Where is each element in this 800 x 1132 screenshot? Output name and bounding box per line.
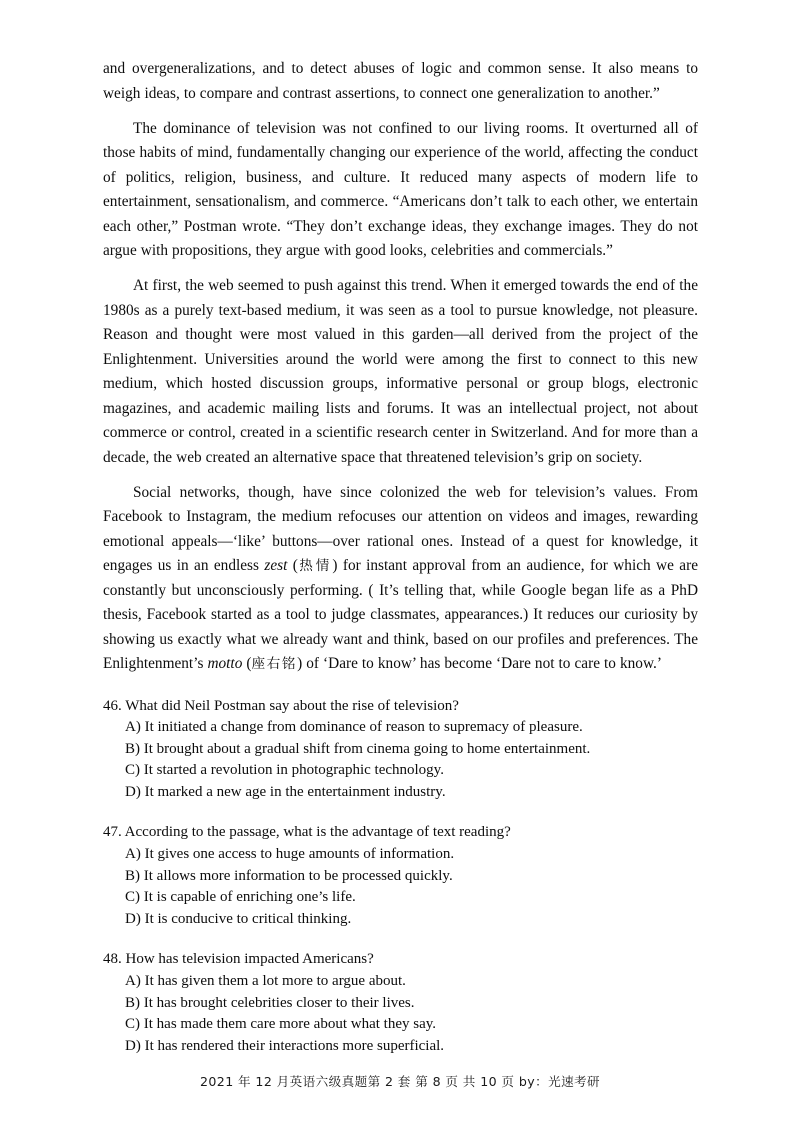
passage-paragraph: At first, the web seemed to push against this trend. When it emerged towards the end of the 1980s as a purely text-based medium, it was seen as a tool to pursue knowledge, not pleasure. Reason and thought were most valued in this garden—all derived from the project of the Enlightenment. Universities around the world were among the first to connect to this new medium, which hosted discussion groups, informative personal or group blogs, electronic magazines, and academic mailing lists and forums. It was an intellectual project, not about commerce or control, created in a scientific research center in Switzerland. And for more than a decade, the web created an alternative space that threatened television’s grip on society. xyxy=(103,277,698,466)
italic-term: zest xyxy=(264,557,288,574)
question-option[interactable]: B) It allows more information to be processed quickly. xyxy=(125,867,453,884)
question-block-47 xyxy=(103,822,698,930)
question-option[interactable]: B) It brought about a gradual shift from cinema going to home entertainment. xyxy=(125,740,591,757)
question-option[interactable]: A) It has given them a lot more to argue about. xyxy=(125,973,406,990)
italic-term: motto xyxy=(207,655,243,672)
question-block-48 xyxy=(103,949,698,1057)
question-option[interactable]: D) It has rendered their interactions more superficial. xyxy=(125,1037,445,1054)
question-option[interactable]: A) It gives one access to huge amounts of information. xyxy=(125,846,455,863)
page-footer: 2021 年 12 月英语六级真题第 2 套 第 8 页 共 10 页 by：光速考研 xyxy=(199,1074,601,1089)
passage-paragraph-rich: Social networks, though, have since colonized the web for television’s values. From Facebook to Instagram, the medium refocuses our attention on videos and images, rewarding emotional appeals—‘like’ buttons—over rational ones. Instead of a quest for knowledge, it engages us in an endless zest (热情) for instant approval from an audience, for which we are constantly but unconsciously performing. ( It’s telling that, while Google began life as a PhD thesis, Facebook started as a tool to judge classmates, appearances.) It reduces our curiosity by showing us exactly what we already want and think, based on our profiles and preferences. The Enlightenment’s motto (座右铭) of ‘Dare to know’ has become ‘Dare not to care to know.’ xyxy=(103,483,699,672)
question-stem: 48. How has television impacted Americans? xyxy=(103,951,374,968)
question-option[interactable]: C) It has made them care more about what they say. xyxy=(125,1016,437,1033)
chinese-gloss: 座右铭 xyxy=(251,656,298,672)
page-content xyxy=(103,57,698,1057)
passage-paragraph: The dominance of television was not confined to our living rooms. It overturned all of those habits of mind, fundamentally changing our experience of the world, affecting the conduct of politics, religion, business, and culture. It reduced many aspects of modern life to entertainment, sensationalism, and commerce. “Americans don’t talk to each other, we entertain each other,” Postman wrote. “They don’t exchange ideas, they exchange images. They do not argue with propositions, they argue with good looks, celebrities and commercials.” xyxy=(103,119,698,259)
question-block-46 xyxy=(103,696,698,804)
question-option[interactable]: C) It started a revolution in photographic technology. xyxy=(125,762,444,779)
question-option[interactable]: D) It is conducive to critical thinking. xyxy=(125,910,352,927)
question-stem: 46. What did Neil Postman say about the rise of television? xyxy=(103,697,459,714)
question-option[interactable]: A) It initiated a change from dominance of reason to supremacy of pleasure. xyxy=(125,719,583,736)
passage-paragraph: and overgeneralizations, and to detect abuses of logic and common sense. It also means to weigh ideas, to compare and contrast assertions, to connect one generalization to another.” xyxy=(103,60,698,102)
question-stem: 47. According to the passage, what is the advantage of text reading? xyxy=(103,824,511,841)
question-option[interactable]: C) It is capable of enriching one’s life. xyxy=(125,889,356,906)
question-option[interactable]: D) It marked a new age in the entertainment industry. xyxy=(125,783,446,800)
question-option[interactable]: B) It has brought celebrities closer to their lives. xyxy=(125,994,415,1011)
chinese-gloss: 热情 xyxy=(297,558,333,574)
